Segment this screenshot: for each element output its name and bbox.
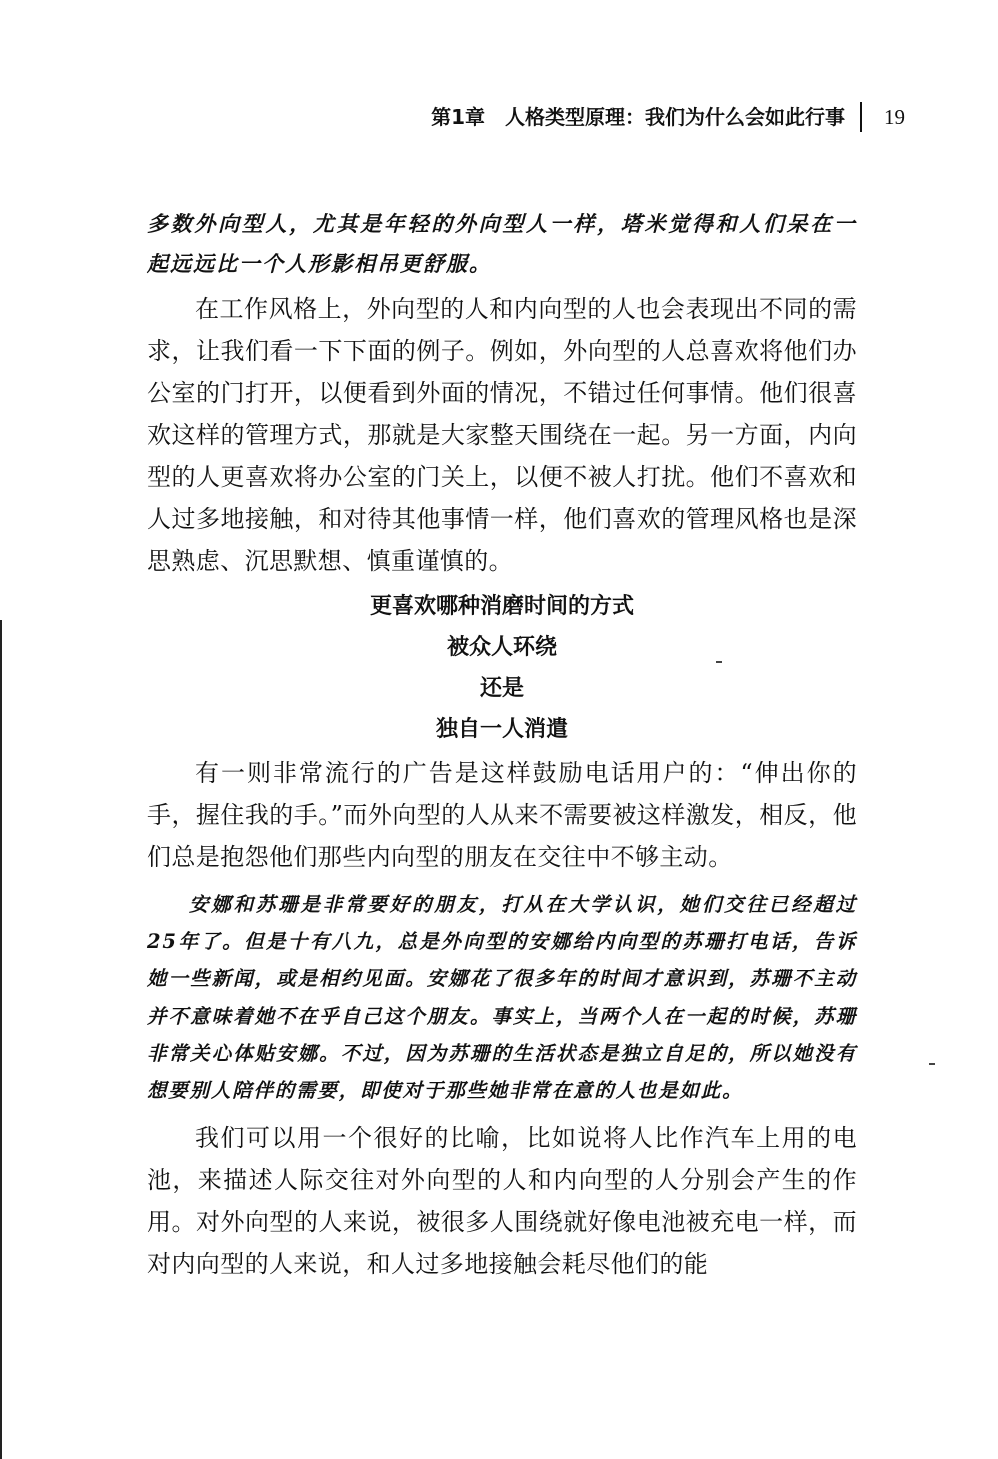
page-number: 19 bbox=[884, 105, 905, 129]
section-heading-line: 被众人环绕 bbox=[446, 635, 557, 660]
header-divider bbox=[860, 102, 862, 132]
paragraph-advertisement: 有一则非常流行的广告是这样鼓励电话用户的：“伸出你的手，握住我的手。”而外向型的人从来不需要被这样激发，相反，他们总是抱怨他们那些内向型的朋友在交往中不够主动。 bbox=[147, 759, 857, 871]
section-heading-line: 还是 bbox=[479, 676, 524, 701]
chapter-title: 第1章 人格类型原理：我们为什么会如此行事 bbox=[431, 105, 845, 129]
section-heading-line: 独自一人消遣 bbox=[435, 717, 568, 742]
example-case-study: 安娜和苏珊是非常要好的朋友，打从在大学认识，她们交往已经超过25年了。但是十有八九，总是外向型的安娜给内向型的苏珊打电话，告诉她一些新闻，或是相约见面。安娜花了很多年的时间才意识到，苏珊不主动并不意味着她不在乎自己这个朋友。事实上，当两个人在一起的时候，苏珊非常关心体贴安娜。不过，因为苏珊的生活状态是独立自足的，所以她没有想要别人陪伴的需要，即使对于那些她非常在意的人也是如此。 bbox=[147, 893, 857, 1103]
paragraph-continued: 多数外向型人，尤其是年轻的外向型人一样，塔米觉得和人们呆在一起远远比一个人形影相吊更舒服。 bbox=[147, 211, 857, 276]
section-heading bbox=[147, 586, 857, 750]
paragraph-battery-metaphor: 我们可以用一个很好的比喻，比如说将人比作汽车上用的电池，来描述人际交往对外向型的人和内向型的人分别会产生的作用。对外向型的人来说，被很多人围绕就好像电池被充电一样，而对内向型的人来说，和人过多地接触会耗尽他们的能 bbox=[147, 1124, 857, 1279]
scan-edge-line bbox=[0, 620, 2, 1459]
running-header bbox=[0, 100, 905, 134]
page-body bbox=[147, 204, 857, 1285]
paragraph-work-style: 在工作风格上，外向型的人和内向型的人也会表现出不同的需求，让我们看一下下面的例子。例如，外向型的人总喜欢将他们办公室的门打开，以便看到外面的情况，不错过任何事情。他们很喜欢这样的管理方式，那就是大家整天围绕在一起。另一方面，内向型的人更喜欢将办公室的门关上，以便不被人打扰。他们不喜欢和人过多地接触，和对待其他事情一样，他们喜欢的管理风格也是深思熟虑、沉思默想、慎重谨慎的。 bbox=[147, 295, 857, 575]
scan-speck bbox=[929, 1063, 935, 1065]
section-heading-line: 更喜欢哪种消磨时间的方式 bbox=[369, 594, 634, 619]
